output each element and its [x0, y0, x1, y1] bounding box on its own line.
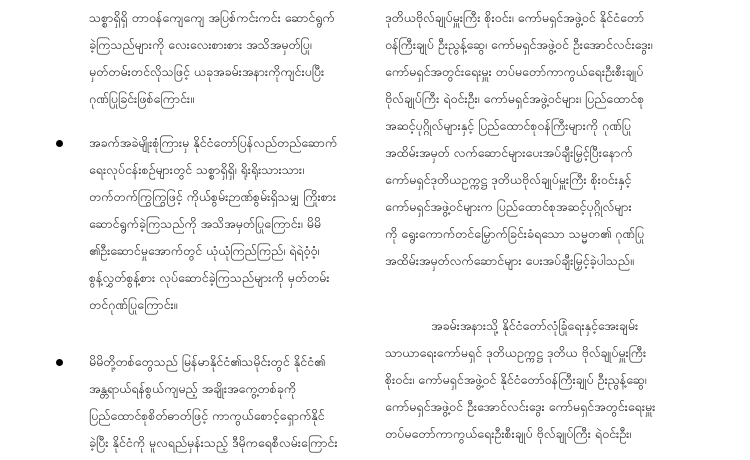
text-line: ကော်မရှင်အတွင်းရေးမှူး တပ်မတော်ကာကွယ်ရေးဦးစီးချုပ်: [385, 64, 644, 79]
text-line: ဝန်ကြီးချုပ် ဦးညွန့်ဆွေ၊ ကော်မရှင်အဖွဲ့ဝင် ဦးအောင်လင်းဒွေး၊: [385, 37, 653, 52]
bullet-item-1: [89, 129, 369, 318]
right-column: [385, 0, 733, 460]
text-line: တပ်မတော်ကာကွယ်ရေးဦးစီးချုပ် ဗိုလ်ချုပ်ကြီး ရဲဝင်းဦး၊: [385, 426, 632, 441]
text-line: ဆောင်ရွက်ခဲ့ကြသည်ကို အသိအမှတ်ပြုကြောင်း၊ မိမိ: [89, 216, 322, 231]
text-line: ကော်မရှင်ဒုတိယဥက္ကဋ္ဌ ဒုတိယဗိုလ်ချုပ်မှူးကြီး စိုးဝင်းနှင့်: [385, 172, 632, 187]
text-line: ဂုဏ်ပြုခြင်းဖြစ်ကြောင်း။: [89, 91, 194, 106]
text-line: သာယာရေးကော်မရှင် ဒုတိယဥက္ကဋ္ဌ ဒုတိယ ဗိုလ်ချုပ်မှူးကြီး: [385, 345, 647, 360]
left-column: [0, 0, 372, 460]
text-line: ပြည်ထောင်စုစိတ်ဓာတ်ဖြင့် ကာကွယ်စောင့်ရှောက်နိုင်: [89, 408, 325, 423]
text-line: ၏ဦးဆောင်မှုအောက်တွင် ယုံယုံကြည်ကြည်၊ ရဲရဲဝံ့ဝံ့၊: [89, 243, 320, 258]
text-line: အထိမ်းအမှတ် လက်ဆောင်များပေးအပ်ချီးမြှင့်ပြီးနောက်: [385, 145, 633, 160]
text-line: မှတ်တမ်းတင်လိုသဖြင့် ယခုအခမ်းအနားကိုကျင်းပပြီး: [89, 64, 325, 79]
text-line: တက်တက်ကြွကြွဖြင့် ကိုယ်စွမ်းဉာဏ်စွမ်းရှိသမျှ ကြိုးစား: [89, 189, 337, 204]
text-line: အခက်အခဲမျိုးစုံကြားမှ နိုင်ငံတော်ပြန်လည်တည်ဆောက်: [89, 135, 338, 150]
bullet-item-2: [89, 348, 369, 456]
text-line: ရေးလုပ်ငန်းစဉ်များတွင် သစ္စာရှိရှိ၊ ရိုးရိုးသားသား၊: [89, 162, 305, 177]
text-line: အခမ်းအနားသို့ နိုင်ငံတော်လုံခြုံရေးနှင့်အေးချမ်း: [431, 318, 639, 333]
right-paragraph-1: [385, 4, 733, 274]
text-line: ဗိုလ်ချုပ်ကြီး ရဲဝင်းဦး၊ ကော်မရှင်အဖွဲ့ဝင်များ၊ ပြည်ထောင်စု: [385, 91, 645, 106]
text-line: ကို ရွေးကောက်တင်မြှောက်ခြင်းခံရသော သမ္မတ၏ ဂုဏ်ပြု: [385, 226, 645, 241]
text-line: ကော်မရှင်အဖွဲ့ဝင် ဦးအောင်လင်းဒွေး ကော်မရှင်အတွင်းရေးမှူး: [385, 399, 656, 414]
text-line: အထိမ်းအမှတ်လက်ဆောင်များ ပေးအပ်ချီးမြှင့်ခဲ့ပါသည်။: [385, 253, 634, 268]
text-line: စိုးဝင်း၊ ကော်မရှင်အဖွဲ့ဝင် နိုင်ငံတော်ဝန်ကြီးချုပ် ဦးညွန့်ဆွေ၊: [385, 372, 647, 387]
right-paragraph-2: [385, 312, 733, 447]
text-line: အဆင့်ပုဂ္ဂိုလ်များနှင့် ပြည်ထောင်စုဝန်ကြီးများကို ဂုဏ်ပြု: [385, 118, 631, 133]
bullet-dot-icon: [56, 359, 63, 366]
bullet-dot-icon: [56, 140, 63, 147]
text-line: ခဲ့ပြီး နိုင်ငံကို မူလရည်မှန်းသည့် ဒီမိုကရေစီလမ်းကြောင်း: [89, 435, 338, 450]
text-line: တင်ဂုဏ်ပြုကြောင်း။: [89, 297, 178, 312]
text-line: စွန့်လွှတ်စွန့်စား လုပ်ဆောင်ခဲ့ကြသည်များကို မှတ်တမ်း: [89, 270, 330, 285]
text-line: ဒုတိယဗိုလ်ချုပ်မှူးကြီး စိုးဝင်း၊ ကော်မရှင်အဖွဲ့ဝင် နိုင်ငံတော်: [385, 10, 645, 25]
text-line: သစ္စာရှိရှိ တာဝန်ကျေကျေ အပြစ်ကင်းကင်း ဆောင်ရွက်: [89, 10, 335, 25]
text-line: အန္တရာယ်ရန်စွယ်ကျမည့် အချိုးအကွေ့တစ်ခုကို: [89, 381, 297, 396]
left-paragraph-continued: [89, 4, 369, 112]
text-line: ခဲ့ကြသည်များကို လေးလေးစားစား အသိအမှတ်ပြု၊: [89, 37, 312, 52]
text-line: ကော်မရှင်အဖွဲ့ဝင်များက ပြည်ထောင်စုအဆင့်ပုဂ္ဂိုလ်များ: [385, 199, 632, 214]
text-line: မိမိတို့တစ်တွေသည် မြန်မာနိုင်ငံ၏သမိုင်းတွင် နိုင်ငံ၏: [89, 354, 326, 369]
